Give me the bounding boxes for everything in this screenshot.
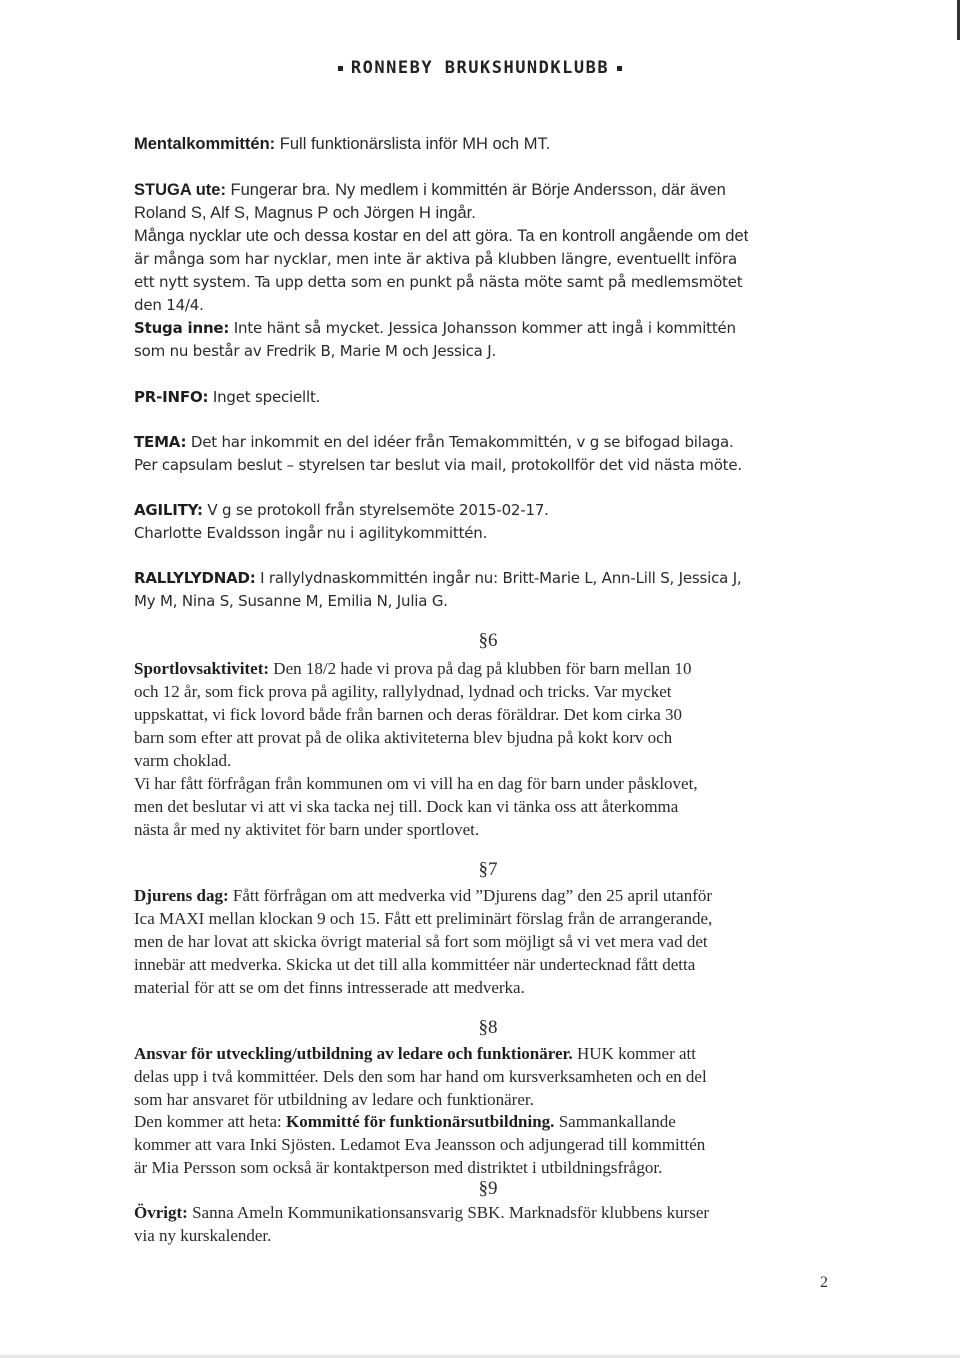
section-heading-7: §7 xyxy=(478,859,498,880)
s8-line-5: kommer att vara Inki Sjösten. Ledamot Eva Jeansson och adjungerad till kommittén xyxy=(134,1135,706,1154)
stuga-ute-line-3: Många nycklar ute och dessa kostar en del att göra. Ta en kontroll angående om det xyxy=(134,227,749,245)
s8-line-4: Den kommer att heta: Kommitté för funktionärsutbildning. Sammankallande xyxy=(134,1112,676,1131)
s8-line-1: Ansvar för utveckling/utbildning av ledare och funktionärer. HUK kommer att xyxy=(134,1044,696,1063)
s6-line-3: uppskattat, vi fick lovord både från barnen och deras föräldrar. Det kom cirka 30 xyxy=(134,705,683,724)
s7-line-2: Ica MAXI mellan klockan 9 och 15. Fått ett preliminärt förslag från de arrangerande, xyxy=(134,909,713,928)
s8-line-6: är Mia Persson som också är kontaktperson med distriktet i utbildningsfrågor. xyxy=(134,1158,663,1177)
s9-line-1: Övrigt: Sanna Ameln Kommunikationsansvarig SBK. Marknadsför klubbens kurser xyxy=(134,1203,710,1222)
agility-line-1: AGILITY: V g se protokoll från styrelsemöte 2015-02-17. xyxy=(134,501,549,519)
s9-line-2: via ny kurskalender. xyxy=(134,1226,272,1245)
stuga-ute-line-4: är många som har nycklar, men inte är aktiva på klubben längre, eventuellt införa xyxy=(134,250,737,268)
stuga-ute-line-2: Roland S, Alf S, Magnus P och Jörgen H ingår. xyxy=(134,204,476,222)
stuga-ute-line-6: den 14/4. xyxy=(134,296,204,314)
s6-line-5: varm choklad. xyxy=(134,751,232,770)
s6-line-1: Sportlovsaktivitet: Den 18/2 hade vi prova på dag på klubben för barn mellan 10 xyxy=(134,659,692,678)
s6-line-4: barn som efter att provat på de olika aktiviteterna blev bjudna på kokt korv och xyxy=(134,728,673,747)
stuga-ute-line-5: ett nytt system. Ta upp detta som en punkt på nästa möte samt på medlemsmötet xyxy=(134,273,743,291)
bullet-icon xyxy=(338,66,343,71)
page-header xyxy=(0,58,960,78)
s7-line-1: Djurens dag: Fått förfrågan om att medverka vid ”Djurens dag” den 25 april utanför xyxy=(134,886,713,905)
agility-line-2: Charlotte Evaldsson ingår nu i agilitykommittén. xyxy=(134,524,488,542)
tema-line-2: Per capsulam beslut – styrelsen tar beslut via mail, protokollför det vid nästa möte. xyxy=(134,456,742,474)
s8-line-2: delas upp i två kommittéer. Dels den som har hand om kursverksamheten och en del xyxy=(134,1067,707,1086)
club-name: RONNEBY BRUKSHUNDKLUBB xyxy=(350,58,610,78)
s6-line-2: och 12 år, som fick prova på agility, rallylydnad, lydnad och tricks. Var mycket xyxy=(134,682,672,701)
section-heading-8: §8 xyxy=(478,1017,498,1038)
stuga-ute-line-1: STUGA ute: Fungerar bra. Ny medlem i kommittén är Börje Andersson, där även xyxy=(134,181,726,199)
pr-info-line: PR-INFO: Inget speciellt. xyxy=(134,388,321,406)
s6-line-6: Vi har fått förfrågan från kommunen om vi vill ha en dag för barn under påsklovet, xyxy=(134,774,698,793)
rally-line-1: RALLYLYDNAD: I rallylydnaskommittén ingår nu: Britt-Marie L, Ann-Lill S, Jessica J, xyxy=(134,569,742,587)
s8-line-3: som har ansvaret för utbildning av ledare och funktionärer. xyxy=(134,1090,534,1109)
tema-line-1: TEMA: Det har inkommit en del idéer från Temakommittén, v g se bifogad bilaga. xyxy=(134,433,734,451)
rally-line-2: My M, Nina S, Susanne M, Emilia N, Julia G. xyxy=(134,592,448,610)
section-heading-6: §6 xyxy=(478,630,498,651)
page-number: 2 xyxy=(820,1274,828,1291)
s6-line-7: men det beslutar vi att vi ska tacka nej till. Dock kan vi tänka oss att återkomma xyxy=(134,797,679,816)
s6-line-8: nästa år med ny aktivitet för barn under sportlovet. xyxy=(134,820,480,839)
mental-line: Mentalkommittén: Full funktionärslista inför MH och MT. xyxy=(134,135,551,153)
bullet-icon xyxy=(617,66,622,71)
section-heading-9: §9 xyxy=(478,1178,498,1199)
s7-line-3: men de har lovat att skicka övrigt material så fort som möjligt så vi vet mera vad det xyxy=(134,932,708,951)
stuga-inne-line-2: som nu består av Fredrik B, Marie M och Jessica J. xyxy=(134,342,497,360)
stuga-inne-line-1: Stuga inne: Inte hänt så mycket. Jessica Johansson kommer att ingå i kommittén xyxy=(134,319,736,337)
s7-line-5: material för att se om det finns intresserade att medverka. xyxy=(134,978,525,997)
s7-line-4: innebär att medverka. Skicka ut det till alla kommittéer när undertecknad fått detta xyxy=(134,955,696,974)
